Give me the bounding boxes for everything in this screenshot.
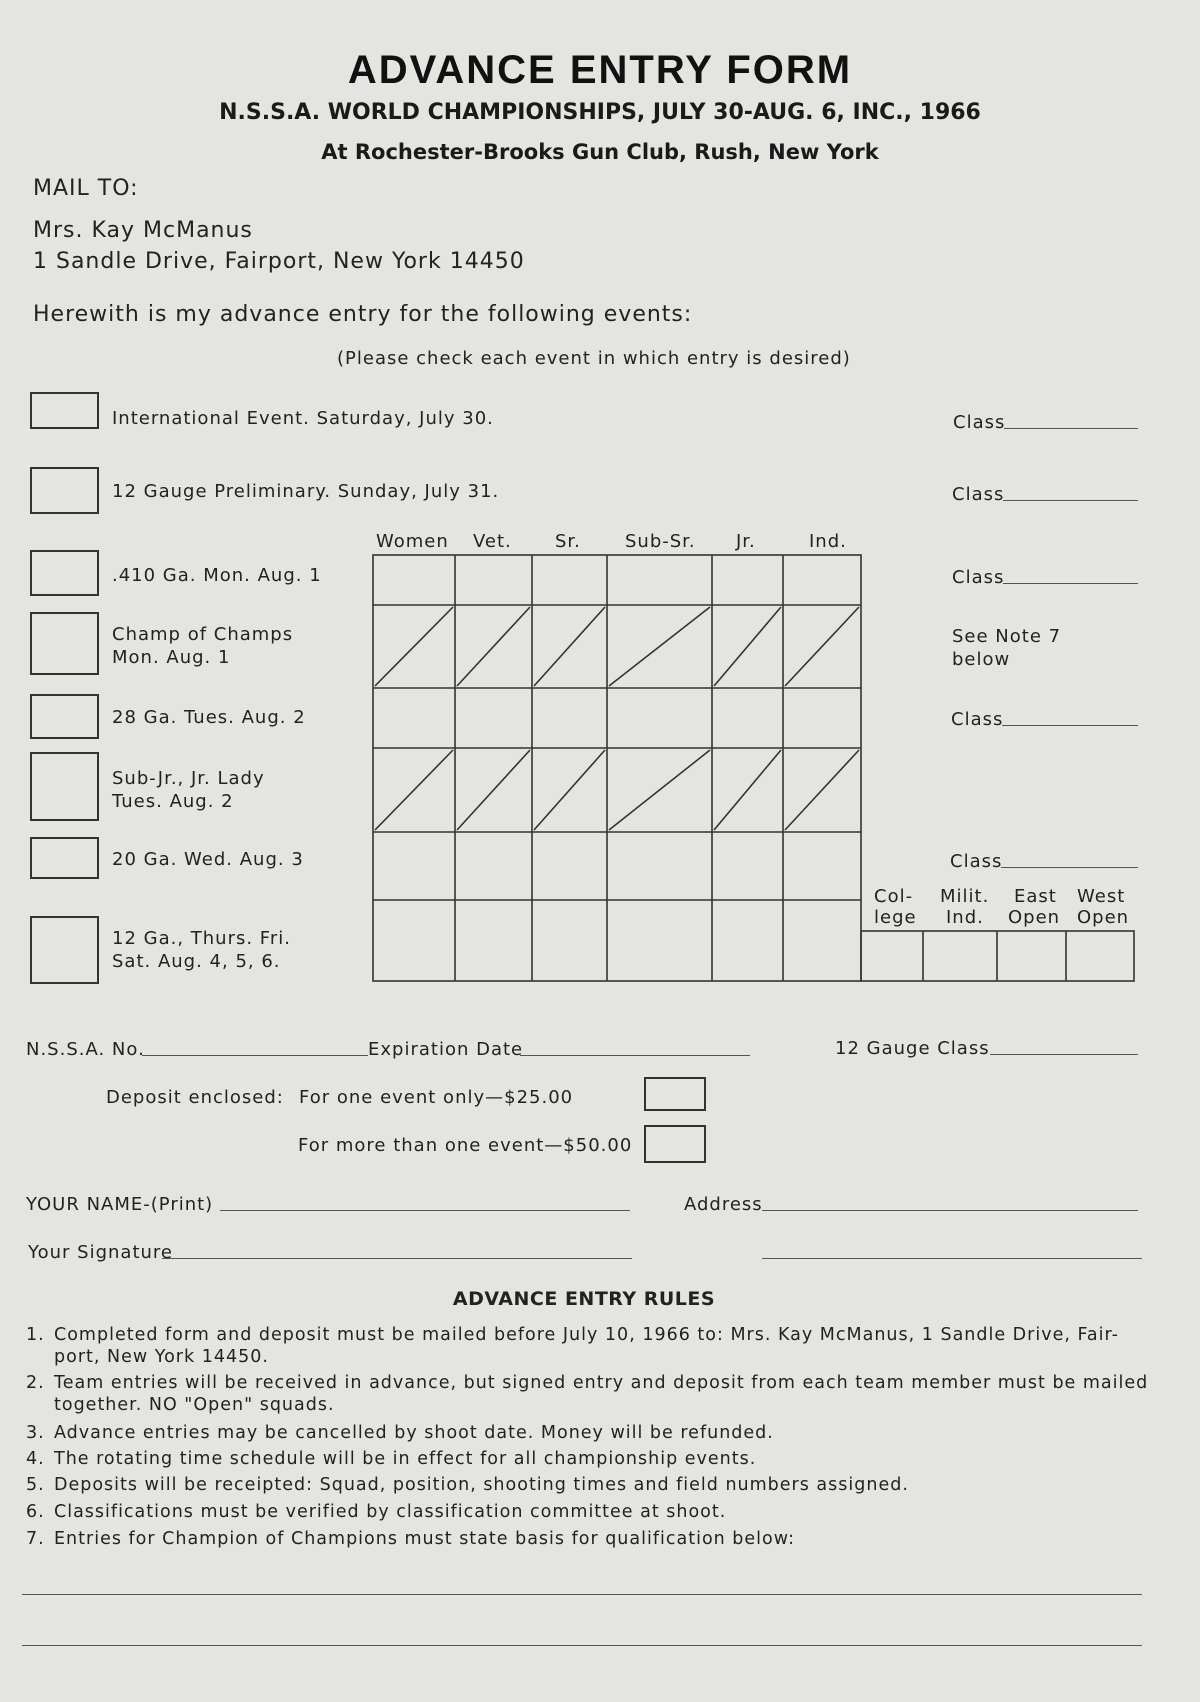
ga12-label-1: 12 Ga., Thurs. Fri. — [112, 928, 291, 949]
deposit-more-label: For more than one event—$50.00 — [298, 1135, 633, 1156]
header-west-2: Open — [1077, 907, 1130, 928]
rule-5-line-1: Deposits will be receipted: Squad, position, shooting times and field numbers assigned. — [54, 1475, 909, 1495]
rule-4 — [26, 1448, 1176, 1472]
header-vet: Vet. — [473, 531, 512, 552]
champ-label-2: Mon. Aug. 1 — [112, 647, 231, 668]
header-women: Women — [376, 531, 449, 552]
address-field[interactable] — [762, 1210, 1138, 1211]
international-label: International Event. Saturday, July 30. — [112, 408, 494, 429]
header-east-2: Open — [1008, 907, 1061, 928]
deposit-label: Deposit enclosed: — [106, 1087, 284, 1108]
rule-4-num: 4. — [26, 1449, 45, 1469]
header-milit-2: Ind. — [946, 907, 984, 928]
class-label-28: Class — [951, 709, 1004, 730]
qualification-line-1[interactable] — [22, 1594, 1142, 1595]
subjr-label-2: Tues. Aug. 2 — [112, 791, 234, 812]
instruction-text: (Please check each event in which entry is desired) — [337, 348, 851, 369]
signature-field[interactable] — [162, 1258, 632, 1259]
class-label-410: Class — [952, 567, 1005, 588]
header-sr: Sr. — [555, 531, 581, 552]
rule-2-num: 2. — [26, 1373, 45, 1393]
mail-to-address: 1 Sandle Drive, Fairport, New York 14450 — [33, 249, 525, 274]
class-label-20: Class — [950, 851, 1003, 872]
rule-7-num: 7. — [26, 1529, 45, 1549]
rule-6 — [26, 1501, 1176, 1525]
rule-1-line-2: port, New York 14450. — [54, 1347, 269, 1367]
class-field-international[interactable] — [1004, 428, 1138, 429]
nssa-no-field[interactable] — [142, 1055, 368, 1056]
header-west-1: West — [1077, 886, 1126, 907]
your-name-field[interactable] — [220, 1210, 630, 1211]
class-label-prelim: Class — [952, 484, 1005, 505]
ga20-label: 20 Ga. Wed. Aug. 3 — [112, 849, 304, 870]
deposit-more-checkbox[interactable] — [644, 1125, 706, 1163]
ga12-label-2: Sat. Aug. 4, 5, 6. — [112, 951, 281, 972]
rule-1-line-1: Completed form and deposit must be mailed before July 10, 1966 to: Mrs. Kay McManus, 1 Sandle Drive, Fair- — [54, 1325, 1119, 1345]
note-7-line-2: below — [952, 649, 1011, 670]
intro-text: Herewith is my advance entry for the following events: — [33, 302, 693, 327]
header-college-1: Col- — [874, 886, 914, 907]
qualification-line-2[interactable] — [22, 1645, 1142, 1646]
class-field-410[interactable] — [1003, 583, 1138, 584]
rule-4-line-1: The rotating time schedule will be in effect for all championship events. — [54, 1449, 757, 1469]
deposit-one-label: For one event only—$25.00 — [299, 1087, 574, 1108]
expiration-label: Expiration Date — [368, 1039, 524, 1060]
address-label: Address — [684, 1194, 763, 1215]
rule-2 — [26, 1372, 1176, 1418]
form-subtitle: N.S.S.A. WORLD CHAMPIONSHIPS, JULY 30-AUG. 6, INC., 1966 — [219, 100, 981, 125]
gauge-class-label: 12 Gauge Class — [835, 1038, 990, 1059]
mail-to-label: MAIL TO: — [33, 176, 139, 201]
rule-5 — [26, 1474, 1176, 1498]
rules-title: ADVANCE ENTRY RULES — [452, 1288, 716, 1310]
rule-3-num: 3. — [26, 1423, 45, 1443]
rule-7 — [26, 1528, 1176, 1552]
rule-5-num: 5. — [26, 1475, 45, 1495]
class-label-international: Class — [953, 412, 1006, 433]
champ-label-1: Champ of Champs — [112, 624, 294, 645]
ga410-label: .410 Ga. Mon. Aug. 1 — [112, 565, 322, 586]
header-milit-1: Milit. — [940, 886, 990, 907]
header-ind: Ind. — [809, 531, 847, 552]
header-college-2: lege — [874, 907, 917, 928]
header-east-1: East — [1014, 886, 1057, 907]
header-jr: Jr. — [736, 531, 756, 552]
rule-2-line-2: together. NO "Open" squads. — [54, 1395, 335, 1415]
expiration-field[interactable] — [520, 1055, 750, 1056]
gauge-class-field[interactable] — [990, 1054, 1138, 1055]
signature-label: Your Signature — [28, 1242, 173, 1263]
deposit-one-checkbox[interactable] — [644, 1077, 706, 1111]
rule-3 — [26, 1422, 1176, 1446]
form-location: At Rochester-Brooks Gun Club, Rush, New York — [321, 140, 879, 164]
rule-6-num: 6. — [26, 1502, 45, 1522]
subjr-label-1: Sub-Jr., Jr. Lady — [112, 768, 265, 789]
rule-3-line-1: Advance entries may be cancelled by shoot date. Money will be refunded. — [54, 1423, 774, 1443]
rule-1-num: 1. — [26, 1325, 45, 1345]
rule-6-line-1: Classifications must be verified by classification committee at shoot. — [54, 1502, 727, 1522]
form-title: ADVANCE ENTRY FORM — [347, 48, 853, 92]
note-7-line-1: See Note 7 — [952, 626, 1062, 647]
class-field-28[interactable] — [1002, 725, 1138, 726]
rule-7-line-1: Entries for Champion of Champions must state basis for qualification below: — [54, 1529, 795, 1549]
class-field-20[interactable] — [1001, 867, 1138, 868]
header-subsr: Sub-Sr. — [625, 531, 696, 552]
class-field-prelim[interactable] — [1003, 500, 1138, 501]
rule-2-line-1: Team entries will be received in advance, but signed entry and deposit from each team member must be mailed — [54, 1373, 1149, 1393]
prelim-label: 12 Gauge Preliminary. Sunday, July 31. — [112, 481, 500, 502]
ga28-label: 28 Ga. Tues. Aug. 2 — [112, 707, 306, 728]
rule-1 — [26, 1324, 1176, 1370]
your-name-label: YOUR NAME-(Print) — [26, 1194, 214, 1215]
mail-to-name: Mrs. Kay McManus — [33, 218, 253, 243]
signature-extra-line[interactable] — [762, 1258, 1142, 1259]
nssa-no-label: N.S.S.A. No. — [26, 1039, 145, 1060]
